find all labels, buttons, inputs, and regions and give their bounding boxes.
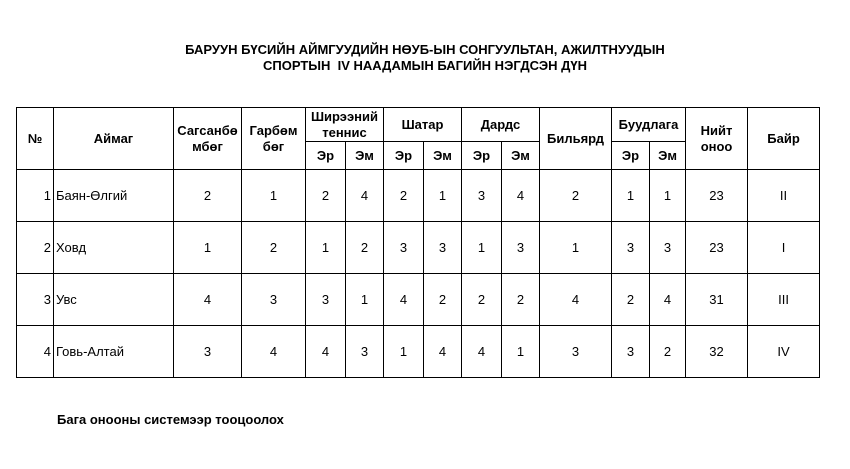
cell-shooting-men: 3 xyxy=(612,326,650,378)
cell-chess-women: 3 xyxy=(424,222,462,274)
cell-sagsanbombog: 4 xyxy=(174,274,242,326)
cell-checkers-men: 1 xyxy=(462,222,502,274)
cell-tt-men: 3 xyxy=(306,274,346,326)
cell-chess-men: 4 xyxy=(384,274,424,326)
cell-shooting-women: 4 xyxy=(650,274,686,326)
table-row xyxy=(17,274,820,326)
cell-total: 23 xyxy=(686,170,748,222)
header-tt-women: Эм xyxy=(346,142,384,170)
cell-tt-men: 2 xyxy=(306,170,346,222)
cell-checkers-men: 4 xyxy=(462,326,502,378)
cell-total: 31 xyxy=(686,274,748,326)
cell-tt-men: 4 xyxy=(306,326,346,378)
cell-place: IV xyxy=(748,326,820,378)
cell-place: I xyxy=(748,222,820,274)
table-row xyxy=(17,170,820,222)
cell-total: 23 xyxy=(686,222,748,274)
cell-no: 3 xyxy=(17,274,54,326)
cell-tt-women: 4 xyxy=(346,170,384,222)
cell-checkers-women: 4 xyxy=(502,170,540,222)
cell-tt-women: 1 xyxy=(346,274,384,326)
cell-sagsanbombog: 2 xyxy=(174,170,242,222)
cell-billiards: 2 xyxy=(540,170,612,222)
header-chess-men: Эр xyxy=(384,142,424,170)
header-checkers-men: Эр xyxy=(462,142,502,170)
cell-tt-women: 3 xyxy=(346,326,384,378)
header-no: № xyxy=(17,108,54,170)
cell-garbombog: 2 xyxy=(242,222,306,274)
cell-shooting-men: 2 xyxy=(612,274,650,326)
cell-billiards: 3 xyxy=(540,326,612,378)
header-aimag: Аймаг xyxy=(54,108,174,170)
cell-place: III xyxy=(748,274,820,326)
cell-chess-men: 3 xyxy=(384,222,424,274)
cell-chess-women: 1 xyxy=(424,170,462,222)
cell-no: 1 xyxy=(17,170,54,222)
header-shooting: Буудлага xyxy=(612,108,686,142)
header-checkers: Дардс xyxy=(462,108,540,142)
cell-billiards: 1 xyxy=(540,222,612,274)
header-shooting-men: Эр xyxy=(612,142,650,170)
cell-aimag: Увс xyxy=(54,274,174,326)
cell-aimag: Ховд xyxy=(54,222,174,274)
header-garbombog: Гарбөм бөг xyxy=(242,108,306,170)
cell-checkers-women: 3 xyxy=(502,222,540,274)
header-checkers-women: Эм xyxy=(502,142,540,170)
cell-shooting-women: 3 xyxy=(650,222,686,274)
cell-tt-women: 2 xyxy=(346,222,384,274)
cell-sagsanbombog: 1 xyxy=(174,222,242,274)
page-title xyxy=(0,42,850,74)
cell-place: II xyxy=(748,170,820,222)
cell-garbombog: 1 xyxy=(242,170,306,222)
table-row xyxy=(17,222,820,274)
cell-garbombog: 4 xyxy=(242,326,306,378)
cell-garbombog: 3 xyxy=(242,274,306,326)
header-chess: Шатар xyxy=(384,108,462,142)
header-row-1 xyxy=(17,108,820,142)
footnote: Бага онооны системээр тооцоолох xyxy=(57,412,284,427)
cell-checkers-men: 2 xyxy=(462,274,502,326)
cell-chess-men: 2 xyxy=(384,170,424,222)
cell-aimag: Говь-Алтай xyxy=(54,326,174,378)
header-place: Байр xyxy=(748,108,820,170)
cell-tt-men: 1 xyxy=(306,222,346,274)
header-shooting-women: Эм xyxy=(650,142,686,170)
results-table xyxy=(16,107,820,378)
cell-shooting-men: 3 xyxy=(612,222,650,274)
header-billiards: Бильярд xyxy=(540,108,612,170)
title-line-1: БАРУУН БҮСИЙН АЙМГУУДИЙН НӨУБ-ЫН СОНГУУЛЬТАН, АЖИЛТНУУДЫН xyxy=(185,42,665,57)
cell-checkers-men: 3 xyxy=(462,170,502,222)
cell-aimag: Баян-Өлгий xyxy=(54,170,174,222)
table-row xyxy=(17,326,820,378)
cell-chess-men: 1 xyxy=(384,326,424,378)
cell-checkers-women: 1 xyxy=(502,326,540,378)
cell-shooting-women: 1 xyxy=(650,170,686,222)
cell-sagsanbombog: 3 xyxy=(174,326,242,378)
header-sagsanbombog: Сагсанбө мбөг xyxy=(174,108,242,170)
cell-chess-women: 2 xyxy=(424,274,462,326)
cell-no: 2 xyxy=(17,222,54,274)
header-table-tennis: Ширээний теннис xyxy=(306,108,384,142)
header-chess-women: Эм xyxy=(424,142,462,170)
cell-no: 4 xyxy=(17,326,54,378)
title-line-2: СПОРТЫН IV НААДАМЫН БАГИЙН НЭГДСЭН ДҮН xyxy=(263,58,587,73)
cell-shooting-men: 1 xyxy=(612,170,650,222)
cell-total: 32 xyxy=(686,326,748,378)
cell-billiards: 4 xyxy=(540,274,612,326)
header-tt-men: Эр xyxy=(306,142,346,170)
cell-checkers-women: 2 xyxy=(502,274,540,326)
header-total: Нийт оноо xyxy=(686,108,748,170)
cell-chess-women: 4 xyxy=(424,326,462,378)
cell-shooting-women: 2 xyxy=(650,326,686,378)
